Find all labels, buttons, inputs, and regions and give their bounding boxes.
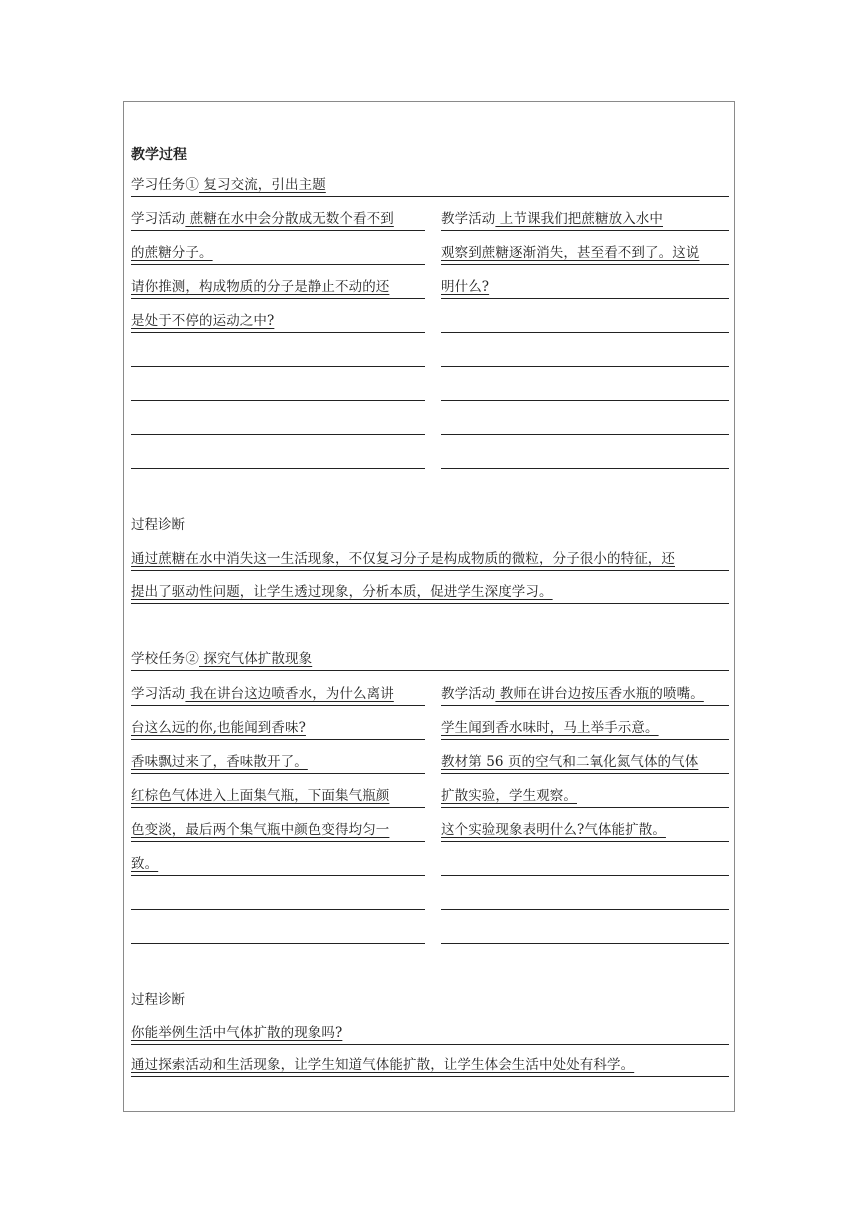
section-title: 教学过程 — [131, 147, 187, 163]
b2-left-text-2: 台这么远的你,也能闻到香味? — [131, 720, 306, 736]
b2-right-text-1: 教师在讲台边按压香水瓶的喷嘴。 — [495, 686, 704, 702]
b1-left-line-1 — [131, 208, 425, 231]
diag1-line-2 — [131, 581, 729, 604]
task1-label: 学习任务① — [131, 177, 199, 193]
diag2-line-2 — [131, 1054, 729, 1077]
diag2-line-1 — [131, 1022, 729, 1045]
b2-left-text-1: 我在讲台这边喷香水，为什么离讲 — [185, 686, 394, 702]
b2-right-text-4: 扩散实验，学生观察。 — [441, 788, 577, 804]
b1-left-text-3: 请你推测，构成物质的分子是静止不动的还 — [131, 279, 390, 295]
diag1-label: 过程诊断 — [131, 517, 185, 533]
task2-label: 学校任务② — [131, 651, 199, 667]
b2-left-text-4: 红棕色气体进入上面集气瓶，下面集气瓶颜 — [131, 788, 390, 804]
b1-right-line-8 — [441, 446, 729, 469]
diag2-text-1: 你能举例生活中气体扩散的现象吗? — [131, 1025, 343, 1041]
diag1-text-2: 提出了驱动性问题，让学生透过现象，分析本质，促进学生深度学习。 — [131, 584, 553, 600]
b2-right-line-4 — [441, 785, 729, 808]
b1-left-line-5 — [131, 344, 425, 367]
task2-line — [131, 648, 729, 671]
b1-right-line-7 — [441, 412, 729, 435]
task1-line — [131, 174, 729, 197]
b1-right-line-3 — [441, 276, 729, 299]
b1-left-text-1: 蔗糖在水中会分散成无数个看不到 — [185, 211, 394, 227]
b1-right-line-5 — [441, 344, 729, 367]
b1-left-line-7 — [131, 412, 425, 435]
b2-left-text-3: 香味飘过来了，香味散开了。 — [131, 754, 308, 770]
b2-left-line-4 — [131, 785, 425, 808]
diag2-text-2: 通过探索活动和生活现象，让学生知道气体能扩散，让学生体会生活中处处有科学。 — [131, 1057, 635, 1073]
b2-left-line-7 — [131, 887, 425, 910]
task1-text: 复习交流，引出主题 — [199, 177, 326, 193]
b1-left-label: 学习活动 — [131, 211, 186, 227]
b1-left-text-4: 是处于不停的运动之中? — [131, 313, 275, 329]
b2-right-line-2 — [441, 717, 729, 740]
b1-right-text-2: 观察到蔗糖逐渐消失，甚至看不到了。这说 — [441, 245, 700, 261]
b1-left-line-3 — [131, 276, 425, 299]
b2-left-line-1 — [131, 683, 425, 706]
b2-right-line-1 — [441, 683, 729, 706]
b2-right-line-3 — [441, 751, 729, 774]
b2-left-line-3 — [131, 751, 425, 774]
b1-right-line-6 — [441, 378, 729, 401]
b2-right-line-6 — [441, 853, 729, 876]
b2-left-line-6 — [131, 853, 425, 876]
b1-left-line-2 — [131, 242, 425, 265]
b1-right-line-2 — [441, 242, 729, 265]
b2-right-line-7 — [441, 887, 729, 910]
diag2-label: 过程诊断 — [131, 992, 185, 1008]
b2-right-text-2: 学生闻到香水味时，马上举手示意。 — [441, 720, 659, 736]
b2-left-text-5: 色变淡，最后两个集气瓶中颜色变得均匀一 — [131, 822, 390, 838]
b2-left-line-2 — [131, 717, 425, 740]
b2-right-line-8 — [441, 921, 729, 944]
b1-left-line-6 — [131, 378, 425, 401]
diag1-text-1: 通过蔗糖在水中消失这一生活现象，不仅复习分子是构成物质的微粒，分子很小的特征，还 — [131, 551, 675, 567]
b1-right-line-4 — [441, 310, 729, 333]
b2-left-label: 学习活动 — [131, 686, 186, 702]
b1-right-line-1 — [441, 208, 729, 231]
b2-right-text-3: 教材第 56 页的空气和二氧化氮气体的气体 — [441, 754, 699, 770]
diag1-line-1 — [131, 548, 729, 571]
b2-right-line-5 — [441, 819, 729, 842]
task2-text: 探究气体扩散现象 — [199, 651, 313, 667]
b1-right-label: 教学活动 — [441, 211, 496, 227]
b2-left-text-6: 致。 — [131, 856, 159, 872]
b2-left-line-8 — [131, 921, 425, 944]
b2-right-text-5: 这个实验现象表明什么?气体能扩散。 — [441, 822, 666, 838]
b1-left-line-4 — [131, 310, 425, 333]
b2-left-line-5 — [131, 819, 425, 842]
b1-right-text-3: 明什么? — [441, 279, 490, 295]
b1-left-text-2: 的蔗糖分子。 — [131, 245, 213, 261]
b1-left-line-8 — [131, 446, 425, 469]
b2-right-label: 教学活动 — [441, 686, 496, 702]
b1-right-text-1: 上节课我们把蔗糖放入水中 — [495, 211, 663, 227]
